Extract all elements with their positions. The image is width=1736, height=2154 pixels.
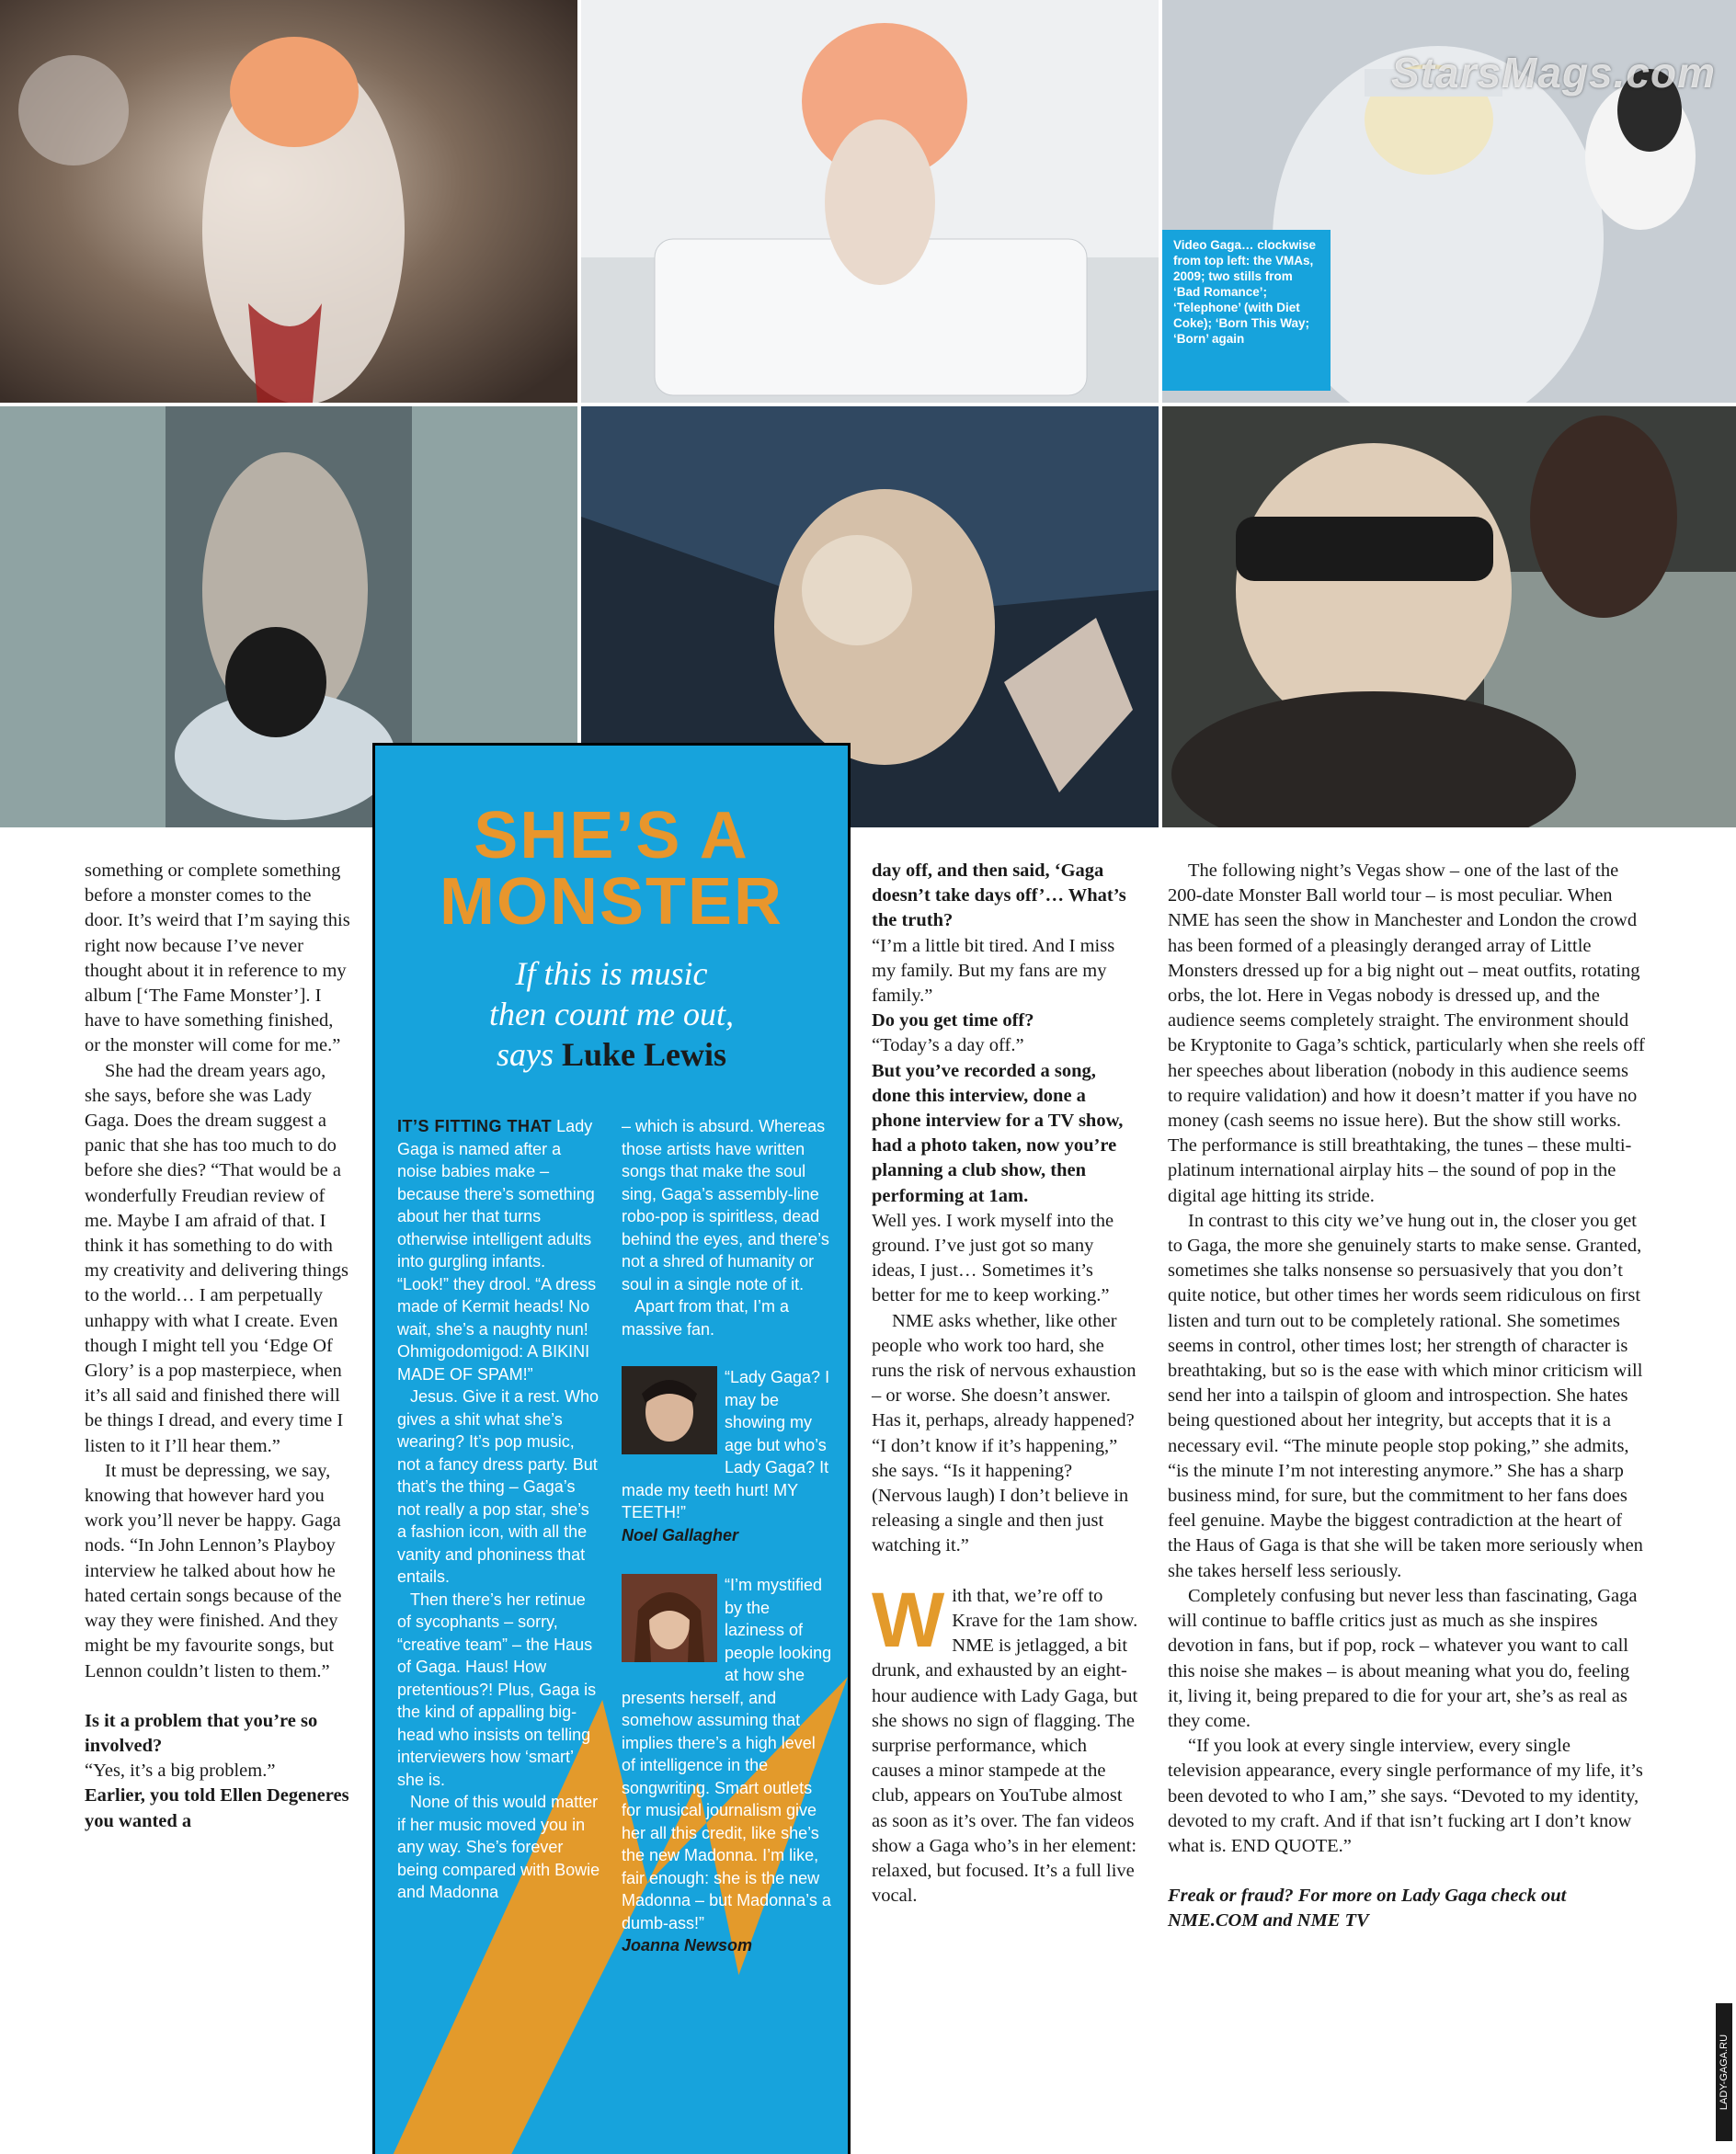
paragraph: In contrast to this city we’ve hung out in, the closer you get to Gaga, the more she genuinely starts to make sense. Granted, sometimes she talks nonsense so persuasively that you don’t quite notice, but other times her words seem ridiculous on first listen and turn out to be completely rational. She sometimes seems in control, other times lost; her strength of character is breathtaking, but so is the ease with which minor criticism will send her into a tailspin of gloom and introspection. She hates being questioned about her integrity, but accepts that it is a necessary evil. “The minute people stop poking,” she admits, “is the minute I’m not interesting anymore.” She has a sharp business mind, for sure, but the commitment to her fans does feel genuine. Maybe the biggest contradiction at the heart of the Haus of Gaga is that she will be taken more seriously when she takes herself less seriously. [1168, 1210, 1643, 1581]
watermark: StarsMags.com [1390, 49, 1716, 97]
sidebar-column-1: IT’S FITTING THAT Lady Gaga is named after a noise babies make – because there’s something about her that turns otherwise intelligent adults into gurgling infants. “Look!” they drool. “A dress made of Kermit heads! No wait, she’s a naughty nun! Ohmigodomigod: A BIKINI MADE OF SPAM!” Jesus. Give it a rest. Who gives a shit what she’s wearing? It’s pop music, not a fancy dress party. But that’s the thing – Gaga’s not really a pop star, she’s a fashion icon, with all the vanity and phoniness that entails. Then there’s her retinue of sycophants – sorry, “creative team” – the Haus of Gaga. Haus! How pretentious?! Plus, Gaga is the kind of appalling big-head who insists on telling interviewers how ‘smart’ she is. None of this would matter if her music moved you in any way. She’s forever being compared with Bowie and Madonna [397, 1115, 601, 1904]
question: Is it a problem that you’re so involved? [85, 1710, 318, 1756]
noel-gallagher-photo [622, 1366, 717, 1454]
quote-attribution: Joanna Newsom [622, 1936, 753, 1955]
answer: Well yes. I work myself into the ground. I’ve just got so many ideas, I just… Sometimes it’s better for me to keep working.” [872, 1210, 1114, 1306]
sidebar-column-2 [622, 1115, 833, 1957]
paragraph: Jesus. Give it a rest. Who gives a shit what she’s wearing? It’s pop music, not a fancy dress party. But that’s the thing – Gaga’s not really a pop star, she’s a fashion icon, with all the vanity and phoniness that entails. [397, 1387, 600, 1586]
photo-caption: Video Gaga… clockwise from top left: the VMAs, 2009; two stills from ‘Bad Romance’; ‘Telephone’ (with Diet Coke); ‘Born This Way; ‘Born’ again [1162, 230, 1331, 391]
paragraph: something or complete something before a monster comes to the door. It’s weird that I’m saying this right now because I’ve never thought about it in reference to my album [‘The Fame Monster’]. I have to have something finished, or the monster will come for me.” [85, 860, 350, 1056]
question: Earlier, you told Ellen Degeneres you wanted a [85, 1785, 349, 1831]
question: But you’ve recorded a song, done this interview, done a phone interview for a TV show, had a photo taken, now you’re planning a club show, then performing at 1am. [872, 1060, 1124, 1206]
joanna-newsom-photo [622, 1574, 717, 1662]
sidebar-lead-in: IT’S FITTING THAT [397, 1117, 553, 1135]
paragraph: “If you look at every single interview, every single television appearance, every single performance of my life, it’s been devoted to who I am,” she says. “Devoted to my identity, devoted to my craft. And if that isn’t fucking art I don’t know what is. END QUOTE.” [1168, 1736, 1643, 1856]
photo-vmas-2009 [0, 0, 577, 403]
paragraph: Apart from that, I’m a massive fan. [622, 1297, 790, 1339]
question: Do you get time off? [872, 1010, 1034, 1031]
question: day off, and then said, ‘Gaga doesn’t take days off’… What’s the truth? [872, 860, 1126, 931]
quote-attribution: Noel Gallagher [622, 1525, 739, 1544]
paragraph: Completely confusing but never less than fascinating, Gaga will continue to baffle critics just as much as she inspires devotion in fans, but if pop, rock – whatever you want to call this noise she makes – is about meaning what you do, feeling it, living it, being prepared to die for your art, she’s as real as they come. [1168, 1585, 1638, 1731]
side-credit: LADY-GAGA.RU [1716, 2003, 1732, 2141]
paragraph: It must be depressing, we say, knowing that however hard you work you’ll never be happy. Gaga nods. “In John Lennon’s Playboy interview he talked about how he hated certain songs because of the way they were finished. And they might be my favourite songs, but Lennon couldn’t listen to them.” [85, 1460, 342, 1681]
paragraph: With that, we’re off to Krave for the 1am show. NME is jetlagged, a bit drunk, and exhausted by an eight-hour audience with Lady Gaga, but she shows no sign of flagging. The surprise performance, which causes a minor stampede at the club, appears on YouTube almost as soon as it’s over. The fan videos show a Gaga who’s in her element: relaxed, but focused. It’s a full live vocal. [872, 1576, 1138, 1907]
sidebar-title: SHE’S A MONSTER [440, 799, 783, 939]
quote-noel-gallagher: “Lady Gaga? I may be showing my age but who’s Lady Gaga? It made my teeth hurt! MY TEETH!” Noel Gallagher [622, 1366, 833, 1546]
paragraph: – which is absurd. Whereas those artists have written songs that make the soul sing, Gaga’s assembly-line robo-pop is spiritless, dead behind the eyes, and there’s not a shred of humanity or soul in a single note of it. [622, 1117, 829, 1294]
paragraph: Then there’s her retinue of sycophants – sorry, “creative team” – the Haus of Gaga. Haus! How pretentious?! Plus, Gaga is the kind of appalling big-head who insists on telling interviewers how ‘smart’ she is. [397, 1590, 597, 1789]
answer: “Yes, it’s a big problem.” [85, 1761, 276, 1782]
paragraph: She had the dream years ago, she says, before she was Lady Gaga. Does the dream suggest a panic that she has too much to do before she dies? “That would be a wonderfully Freudian review of me. Maybe I am afraid of that. I think it has something to do with my creativity and delivering things to the world… I am perpetually unhappy with what I create. Even though I might tell you ‘Edge Of Glory’ is a pop masterpiece, when it’s all said and finished there will be things I dread, and every time I listen to it I’ll hear them.” [85, 1060, 348, 1456]
answer: “Today’s a day off.” [872, 1035, 1024, 1056]
sidebar-shes-a-monster [372, 743, 851, 2154]
drop-cap: W [872, 1576, 945, 1663]
article-footer: Freak or fraud? For more on Lady Gaga check out NME.COM and NME TV [1168, 1886, 1567, 1932]
article-column-3 [872, 859, 1138, 1909]
paragraph: NME asks whether, like other people who work too hard, she runs the risk of nervous exhaustion – or worse. She doesn’t answer. Has it, perhaps, already happened? “I don’t know if it’s happening,” she says. “Is it happening? (Nervous laugh) I don’t believe in releasing a single and then just watching it.” [872, 1310, 1136, 1556]
quote-joanna-newsom: “I’m mystified by the laziness of people looking at how she presents herself, and somehow assuming that implies there’s a high level of intelligence in the songwriting. Smart outlets for musical journalism give her all this credit, like she’s the new Madonna. I’m like, fair enough: she is the new Madonna – but Madonna’s a dumb-ass!” Joanna Newsom [622, 1574, 833, 1957]
article-column-4 [1168, 859, 1646, 1934]
paragraph: None of this would matter if her music moved you in any way. She’s forever being compared with Bowie and Madonna [397, 1793, 600, 1901]
photo-born-again-still [1162, 406, 1736, 827]
answer: “I’m a little bit tired. And I miss my family. But my fans are my family.” [872, 935, 1115, 1007]
article-column-1 [85, 859, 353, 1834]
sidebar-author: Luke Lewis [561, 1036, 727, 1073]
photo-bad-romance-still-1 [581, 0, 1159, 403]
paragraph: The following night’s Vegas show – one of the last of the 200-date Monster Ball world tour – is most peculiar. When NME has seen the show in Manchester and London the crowd has been formed of a pleasingly deranged array of Little Monsters dressed up for a big night out – meat outfits, rotating orbs, the lot. Here in Vegas nobody is dressed up, and the audience seems completely straight. The environment should be Kryptonite to Gaga’s schtick, particularly when she reels off her speeches about liberation (nobody in this audience seems to require validation) and how it doesn’t matter if you have no money (cash seems no issue here). But the show still works. The performance is still breathtaking, the tunes – these multi-platinum international airplay hits – the sound of pop in the digital age hitting its stride. [1168, 860, 1645, 1206]
sidebar-deck: If this is music then count me out, says Luke Lewis [489, 955, 734, 1073]
